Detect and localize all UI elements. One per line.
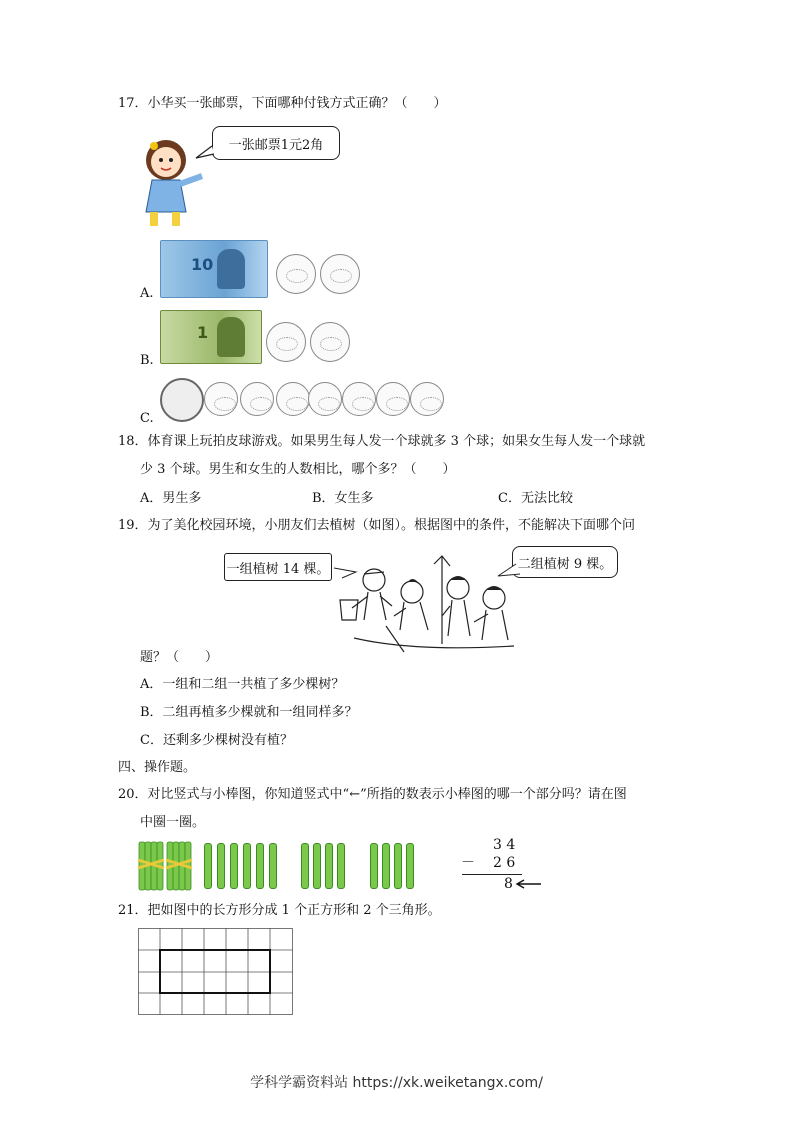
single-stick	[243, 843, 251, 889]
jiao-coin	[266, 322, 306, 362]
single-stick	[370, 843, 378, 889]
single-stick	[269, 843, 277, 889]
single-stick	[337, 843, 345, 889]
single-stick	[325, 843, 333, 889]
jiao-coin	[240, 382, 274, 416]
q21-stem: 21．把如图中的长方形分成 1 个正方形和 2 个三角形。	[118, 903, 441, 918]
q19-bubble-left: 一组植树 14 棵。	[224, 553, 332, 581]
q17-option-a-label: A.	[140, 286, 154, 301]
q17-bubble-tail	[196, 146, 216, 160]
q20-line1: 20．对比竖式与小棒图，你知道竖式中“←”所指的数表示小棒图的哪一个部分吗？请在图	[118, 787, 627, 802]
q19-bubble-right: 二组植树 9 棵。	[512, 546, 618, 578]
one-yuan-value: 1	[197, 323, 209, 342]
footer-watermark: 学科学霸资料站 https://xk.weiketangx.com/	[250, 1075, 543, 1091]
jiao-coin	[308, 382, 342, 416]
calc-top-number: 3 4	[493, 837, 516, 853]
q17-stem: 17．小华买一张邮票，下面哪种付钱方式正确？（ ）	[118, 96, 447, 111]
q18-line1: 18．体育课上玩拍皮球游戏。如果男生每人发一个球就多 3 个球；如果女生每人发一个球就	[118, 434, 646, 449]
children-planting-trees-illustration	[334, 556, 524, 656]
single-stick	[313, 843, 321, 889]
jiao-coin	[276, 382, 310, 416]
jiao-coin	[376, 382, 410, 416]
section-4-heading: 四、操作题。	[118, 760, 197, 775]
calc-subtrahend: 2 6	[493, 855, 516, 871]
q19-line2: 题？（ ）	[140, 650, 219, 665]
q19-option-c: C．还剩多少棵树没有植？	[140, 733, 293, 748]
jiao-coin	[276, 254, 316, 294]
single-stick	[256, 843, 264, 889]
q19-option-a: A．一组和二组一共植了多少棵树？	[140, 677, 345, 692]
q19-option-b: B．二组再植多少棵就和一组同样多？	[140, 705, 358, 720]
single-stick	[394, 843, 402, 889]
q17-option-c-label: C.	[140, 411, 154, 426]
ten-yuan-value: 10	[191, 255, 214, 274]
stick-bundle	[166, 840, 192, 892]
calc-operator: －	[461, 855, 475, 871]
one-yuan-coin	[160, 378, 204, 422]
single-stick	[301, 843, 309, 889]
jiao-coin	[204, 382, 238, 416]
q20-line2: 中圈一圈。	[140, 815, 206, 830]
calc-underline	[462, 874, 522, 875]
q18-line2: 少 3 个球。男生和女生的人数相比，哪个多？（ ）	[140, 462, 456, 477]
jiao-coin	[410, 382, 444, 416]
q17-speech-bubble: 一张邮票1元2角	[212, 126, 340, 160]
jiao-coin	[310, 322, 350, 362]
jiao-coin	[320, 254, 360, 294]
single-stick	[406, 843, 414, 889]
q18-option-c: C．无法比较	[498, 491, 573, 506]
stick-bundle	[138, 840, 164, 892]
q18-option-a: A．男生多	[140, 491, 202, 506]
ten-yuan-note	[160, 240, 268, 298]
grid-with-rectangle	[138, 928, 294, 1016]
single-stick	[217, 843, 225, 889]
portrait-icon	[217, 317, 245, 357]
left-arrow-icon	[515, 879, 541, 889]
q18-option-b: B．女生多	[312, 491, 374, 506]
calc-result: 8	[504, 876, 513, 892]
single-stick	[204, 843, 212, 889]
q19-line1: 19．为了美化校园环境，小朋友们去植树（如图）。根据图中的条件，不能解决下面哪个问	[118, 518, 636, 533]
single-stick	[382, 843, 390, 889]
one-yuan-note	[160, 310, 262, 364]
q17-option-b-label: B.	[140, 353, 154, 368]
single-stick	[230, 843, 238, 889]
portrait-icon	[217, 249, 245, 289]
jiao-coin	[342, 382, 376, 416]
